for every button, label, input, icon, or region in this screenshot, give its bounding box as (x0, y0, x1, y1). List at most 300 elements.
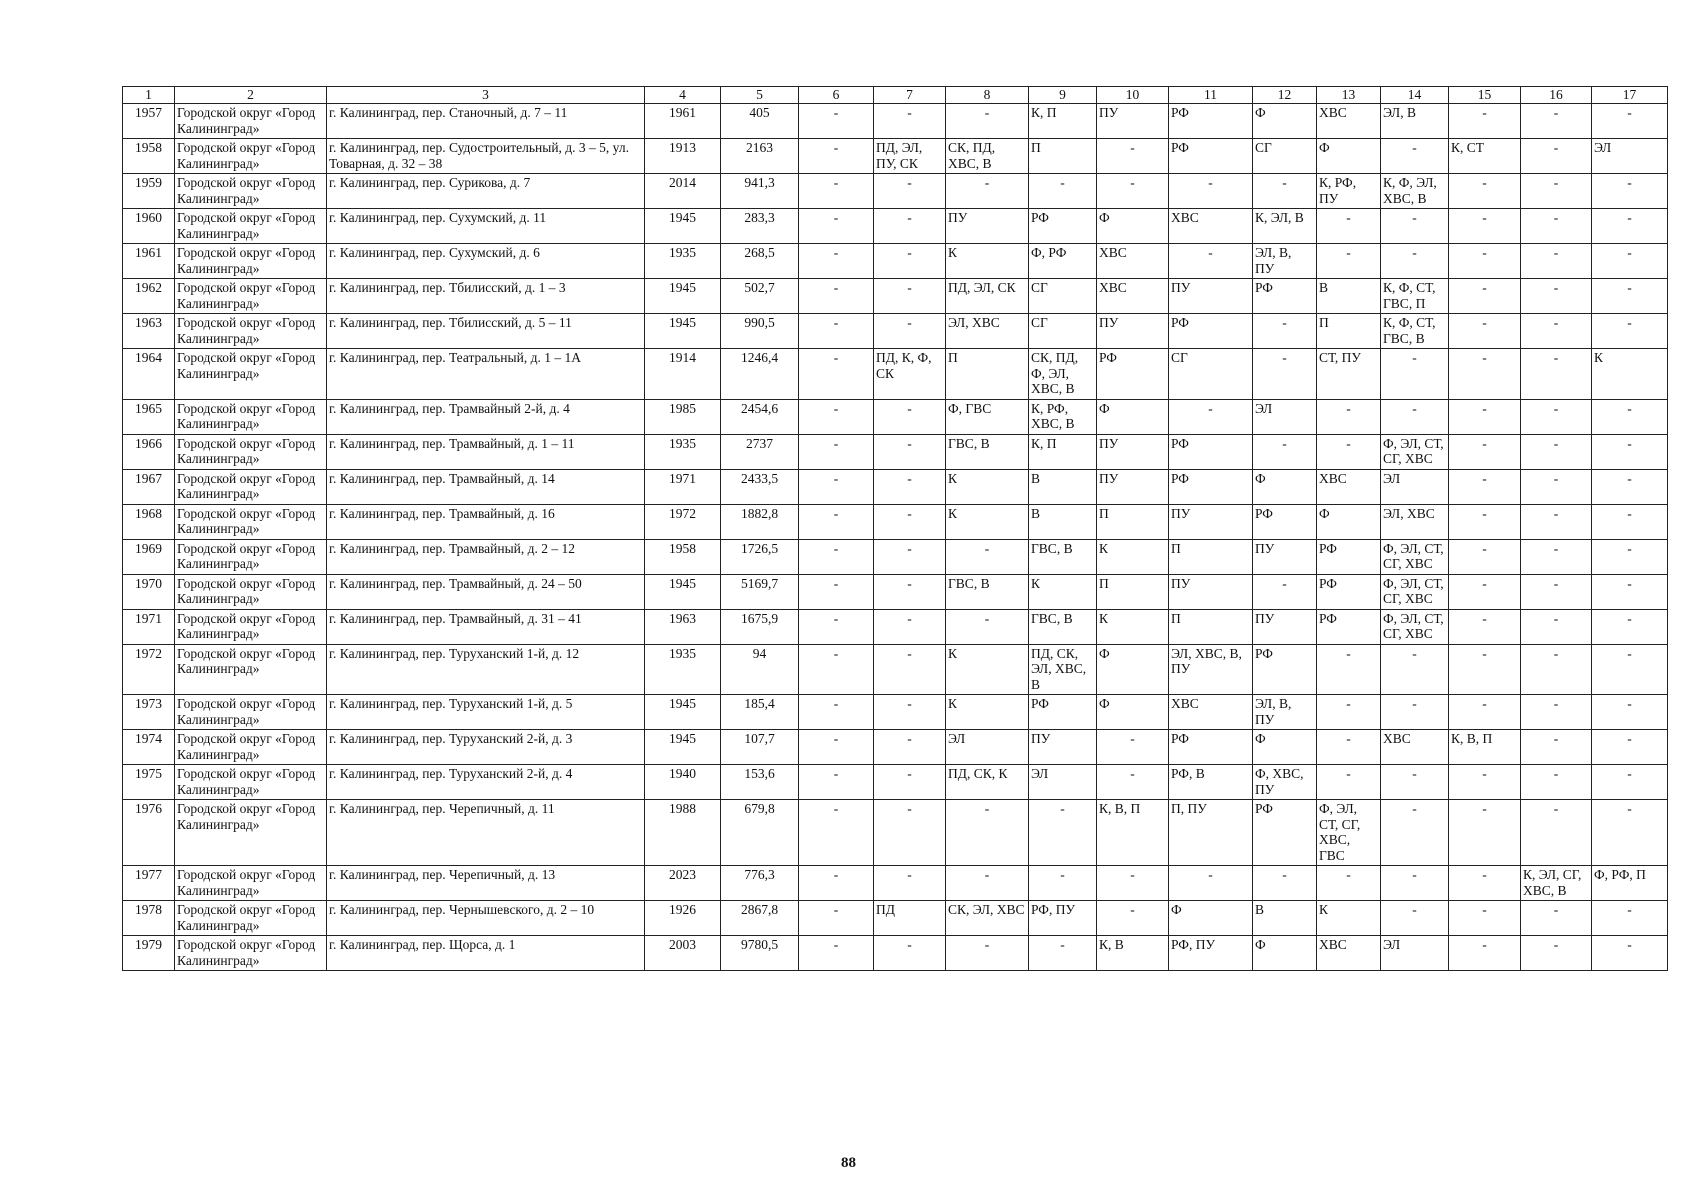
table-cell: - (1317, 434, 1381, 469)
table-cell: К (1317, 901, 1381, 936)
table-cell: - (1449, 866, 1521, 901)
table-cell: - (1317, 209, 1381, 244)
table-cell: - (1097, 174, 1169, 209)
table-cell: - (946, 539, 1029, 574)
table-cell: ЭЛ (1029, 765, 1097, 800)
table-cell: - (1592, 574, 1668, 609)
table-cell: ПУ (1253, 539, 1317, 574)
table-cell: - (1317, 765, 1381, 800)
table-cell: - (1592, 936, 1668, 971)
table-cell: РФ (1253, 279, 1317, 314)
table-row (123, 574, 1668, 609)
table-cell: - (1449, 399, 1521, 434)
table-cell: - (1521, 139, 1592, 174)
table-cell: ЭЛ (1381, 469, 1449, 504)
table-cell: - (874, 574, 946, 609)
municipality-cell: Городской округ «Город Калининград» (175, 469, 327, 504)
table-cell: - (1592, 609, 1668, 644)
table-row (123, 936, 1668, 971)
table-cell: - (799, 539, 874, 574)
table-cell: СГ (1169, 349, 1253, 400)
table-cell: - (1449, 800, 1521, 866)
table-cell: - (874, 209, 946, 244)
table-cell: РФ, В (1169, 765, 1253, 800)
table-cell: - (1449, 349, 1521, 400)
row-number-cell: 1975 (123, 765, 175, 800)
address-cell: г. Калининград, пер. Туруханский 1-й, д. 5 (327, 695, 645, 730)
table-cell: - (1097, 866, 1169, 901)
table-cell: РФ (1317, 574, 1381, 609)
table-cell: В (1029, 504, 1097, 539)
register-table (122, 86, 1668, 971)
table-cell: ГВС, В (1029, 609, 1097, 644)
table-cell: - (1449, 469, 1521, 504)
table-cell: К (1097, 609, 1169, 644)
row-number-cell: 1967 (123, 469, 175, 504)
table-cell: - (799, 695, 874, 730)
address-cell: г. Калининград, пер. Сухумский, д. 6 (327, 244, 645, 279)
address-cell: г. Калининград, пер. Щорса, д. 1 (327, 936, 645, 971)
table-cell: ЭЛ (1381, 936, 1449, 971)
table-row (123, 866, 1668, 901)
table-cell: - (1521, 539, 1592, 574)
table-cell: - (946, 800, 1029, 866)
table-cell: ЭЛ, В, ПУ (1253, 695, 1317, 730)
table-row (123, 765, 1668, 800)
table-cell: - (799, 901, 874, 936)
table-cell: РФ (1317, 609, 1381, 644)
table-cell: 1926 (645, 901, 721, 936)
table-cell: СГ (1029, 279, 1097, 314)
table-row (123, 244, 1668, 279)
table-cell: - (1381, 901, 1449, 936)
table-cell: К (946, 504, 1029, 539)
table-cell: - (1097, 730, 1169, 765)
table-cell: РФ (1169, 434, 1253, 469)
table-cell: - (874, 765, 946, 800)
table-cell: К, ЭЛ, СГ, ХВС, В (1521, 866, 1592, 901)
address-cell: г. Калининград, пер. Туруханский 2-й, д. 4 (327, 765, 645, 800)
table-cell: - (1521, 174, 1592, 209)
table-cell: ПУ (1029, 730, 1097, 765)
table-cell: - (1521, 901, 1592, 936)
table-cell: К (1029, 574, 1097, 609)
table-cell: - (1592, 174, 1668, 209)
row-number-cell: 1974 (123, 730, 175, 765)
table-cell: - (799, 866, 874, 901)
table-cell: - (799, 349, 874, 400)
table-cell: К, ЭЛ, В (1253, 209, 1317, 244)
table-cell: - (946, 174, 1029, 209)
table-cell: СТ, ПУ (1317, 349, 1381, 400)
table-cell: ЭЛ, ХВС (946, 314, 1029, 349)
row-number-cell: 1976 (123, 800, 175, 866)
column-header-3: 3 (327, 87, 645, 104)
table-cell: - (1521, 644, 1592, 695)
table-cell: - (1097, 139, 1169, 174)
row-number-cell: 1970 (123, 574, 175, 609)
table-cell: РФ (1253, 644, 1317, 695)
table-cell: 2454,6 (721, 399, 799, 434)
table-row (123, 314, 1668, 349)
table-cell: - (1592, 800, 1668, 866)
table-cell: - (1521, 574, 1592, 609)
row-number-cell: 1965 (123, 399, 175, 434)
table-cell: - (1169, 174, 1253, 209)
table-cell: - (799, 574, 874, 609)
table-cell: П (1097, 504, 1169, 539)
row-number-cell: 1973 (123, 695, 175, 730)
table-cell: - (1381, 866, 1449, 901)
table-cell: - (1592, 504, 1668, 539)
table-cell: - (1449, 574, 1521, 609)
table-cell: 2433,5 (721, 469, 799, 504)
table-cell: - (1521, 936, 1592, 971)
table-cell: ПУ (1097, 104, 1169, 139)
table-cell: СГ (1029, 314, 1097, 349)
table-cell: ПУ (946, 209, 1029, 244)
table-cell: - (1029, 936, 1097, 971)
table-row (123, 469, 1668, 504)
table-cell: СГ (1253, 139, 1317, 174)
table-cell: - (1317, 244, 1381, 279)
table-cell: П, ПУ (1169, 800, 1253, 866)
table-cell: - (1521, 765, 1592, 800)
table-cell: - (1592, 434, 1668, 469)
table-cell: - (1449, 314, 1521, 349)
table-cell: ПУ (1169, 574, 1253, 609)
table-cell: - (1592, 399, 1668, 434)
table-cell: - (1592, 901, 1668, 936)
table-cell: - (874, 174, 946, 209)
table-cell: - (1521, 349, 1592, 400)
column-header-5: 5 (721, 87, 799, 104)
table-cell: К, В (1097, 936, 1169, 971)
table-cell: РФ, ПУ (1169, 936, 1253, 971)
table-cell: К (946, 244, 1029, 279)
table-cell: - (799, 104, 874, 139)
table-cell: П (1029, 139, 1097, 174)
table-row (123, 901, 1668, 936)
table-cell: - (799, 609, 874, 644)
table-cell: 1945 (645, 730, 721, 765)
row-number-cell: 1969 (123, 539, 175, 574)
table-cell: - (1381, 209, 1449, 244)
table-cell: 1935 (645, 434, 721, 469)
table-cell: - (874, 469, 946, 504)
municipality-cell: Городской округ «Город Калининград» (175, 314, 327, 349)
table-cell: К, Ф, СТ, ГВС, В (1381, 314, 1449, 349)
table-cell: ГВС, В (946, 434, 1029, 469)
table-cell: 2163 (721, 139, 799, 174)
table-cell: РФ (1029, 209, 1097, 244)
table-cell: - (1449, 539, 1521, 574)
table-cell: - (1521, 244, 1592, 279)
table-cell: - (1317, 730, 1381, 765)
table-cell: - (1521, 504, 1592, 539)
table-cell: - (874, 314, 946, 349)
table-cell: - (1521, 800, 1592, 866)
municipality-cell: Городской округ «Город Калининград» (175, 434, 327, 469)
table-cell: - (1592, 765, 1668, 800)
table-cell: - (1097, 901, 1169, 936)
municipality-cell: Городской округ «Город Калининград» (175, 349, 327, 400)
table-cell: - (1317, 644, 1381, 695)
table-cell: Ф, ЭЛ, СТ, СГ, ХВС (1381, 574, 1449, 609)
table-cell: - (874, 695, 946, 730)
table-cell: Ф, ГВС (946, 399, 1029, 434)
municipality-cell: Городской округ «Город Калининград» (175, 800, 327, 866)
row-number-cell: 1968 (123, 504, 175, 539)
table-cell: - (1449, 609, 1521, 644)
municipality-cell: Городской округ «Город Калининград» (175, 399, 327, 434)
table-cell: 2014 (645, 174, 721, 209)
table-cell: - (1029, 800, 1097, 866)
row-number-cell: 1966 (123, 434, 175, 469)
table-cell: - (799, 244, 874, 279)
table-cell: - (799, 174, 874, 209)
column-header-1: 1 (123, 87, 175, 104)
table-cell: ГВС, В (1029, 539, 1097, 574)
column-header-8: 8 (946, 87, 1029, 104)
table-cell: Ф (1097, 399, 1169, 434)
table-cell: Ф, ЭЛ, СТ, СГ, ХВС, ГВС (1317, 800, 1381, 866)
table-cell: Ф (1253, 104, 1317, 139)
table-row (123, 279, 1668, 314)
table-cell: - (1253, 434, 1317, 469)
table-cell: - (799, 800, 874, 866)
table-cell: К (946, 469, 1029, 504)
row-number-cell: 1957 (123, 104, 175, 139)
table-cell: - (874, 644, 946, 695)
table-cell: 1945 (645, 695, 721, 730)
table-cell: ХВС (1381, 730, 1449, 765)
table-cell: - (1592, 695, 1668, 730)
table-cell: ПУ (1169, 504, 1253, 539)
table-cell: - (874, 936, 946, 971)
table-cell: В (1317, 279, 1381, 314)
address-cell: г. Калининград, пер. Черепичный, д. 13 (327, 866, 645, 901)
table-cell: ПД, СК, ЭЛ, ХВС, В (1029, 644, 1097, 695)
table-cell: 9780,5 (721, 936, 799, 971)
table-cell: РФ (1169, 314, 1253, 349)
table-row (123, 539, 1668, 574)
municipality-cell: Городской округ «Город Калининград» (175, 539, 327, 574)
table-cell: К, Ф, ЭЛ, ХВС, В (1381, 174, 1449, 209)
table-cell: Ф (1253, 469, 1317, 504)
table-cell: 679,8 (721, 800, 799, 866)
row-number-cell: 1978 (123, 901, 175, 936)
table-cell: - (874, 730, 946, 765)
table-cell: Ф (1097, 209, 1169, 244)
table-cell: - (1592, 244, 1668, 279)
table-cell: Ф, РФ (1029, 244, 1097, 279)
address-cell: г. Калининград, пер. Туруханский 1-й, д. 12 (327, 644, 645, 695)
table-cell: - (874, 434, 946, 469)
table-cell: ГВС, В (946, 574, 1029, 609)
table-cell: - (1449, 244, 1521, 279)
table-cell: - (946, 866, 1029, 901)
municipality-cell: Городской округ «Город Калининград» (175, 574, 327, 609)
table-cell: - (1449, 901, 1521, 936)
table-cell: - (1521, 469, 1592, 504)
table-cell: 2003 (645, 936, 721, 971)
table-cell: - (1097, 765, 1169, 800)
table-cell: ЭЛ (1253, 399, 1317, 434)
table-cell: - (874, 399, 946, 434)
table-cell: 2867,8 (721, 901, 799, 936)
table-cell: Ф, ЭЛ, СТ, СГ, ХВС (1381, 539, 1449, 574)
table-cell: ХВС (1317, 936, 1381, 971)
column-header-16: 16 (1521, 87, 1592, 104)
table-cell: - (874, 800, 946, 866)
table-row (123, 504, 1668, 539)
table-cell: РФ, ПУ (1029, 901, 1097, 936)
municipality-cell: Городской округ «Город Калининград» (175, 765, 327, 800)
table-cell: - (1521, 314, 1592, 349)
column-header-11: 11 (1169, 87, 1253, 104)
table-cell: К, РФ, ПУ (1317, 174, 1381, 209)
page-number: 88 (841, 1155, 856, 1171)
table-cell: - (1449, 644, 1521, 695)
table-cell: 5169,7 (721, 574, 799, 609)
address-cell: г. Калининград, пер. Туруханский 2-й, д. 3 (327, 730, 645, 765)
table-cell: - (799, 504, 874, 539)
table-cell: - (1169, 244, 1253, 279)
table-cell: РФ (1253, 800, 1317, 866)
table-cell: К, РФ, ХВС, В (1029, 399, 1097, 434)
table-cell: - (1169, 866, 1253, 901)
table-cell: ЭЛ (946, 730, 1029, 765)
table-cell: - (874, 504, 946, 539)
column-header-15: 15 (1449, 87, 1521, 104)
row-number-cell: 1963 (123, 314, 175, 349)
table-cell: Ф (1253, 730, 1317, 765)
table-cell: 1914 (645, 349, 721, 400)
table-cell: - (799, 139, 874, 174)
table-cell: - (1253, 866, 1317, 901)
table-cell: ЭЛ, В (1381, 104, 1449, 139)
table-cell: Ф (1097, 644, 1169, 695)
table-cell: - (1449, 209, 1521, 244)
municipality-cell: Городской округ «Город Калининград» (175, 504, 327, 539)
table-cell: 1935 (645, 644, 721, 695)
table-cell: ХВС (1317, 469, 1381, 504)
table-cell: - (1449, 695, 1521, 730)
table-cell: 283,3 (721, 209, 799, 244)
table-cell: 1972 (645, 504, 721, 539)
table-cell: К, Ф, СТ, ГВС, П (1381, 279, 1449, 314)
table-cell: ХВС (1169, 209, 1253, 244)
table-cell: 2023 (645, 866, 721, 901)
table-cell: 153,6 (721, 765, 799, 800)
table-cell: - (946, 104, 1029, 139)
table-cell: - (1029, 866, 1097, 901)
table-cell: - (1592, 469, 1668, 504)
table-cell: Ф, ХВС, ПУ (1253, 765, 1317, 800)
address-cell: г. Калининград, пер. Черепичный, д. 11 (327, 800, 645, 866)
table-cell: - (1521, 434, 1592, 469)
table-cell: - (1592, 104, 1668, 139)
column-header-17: 17 (1592, 87, 1668, 104)
table-cell: 941,3 (721, 174, 799, 209)
table-cell: - (1521, 279, 1592, 314)
table-cell: - (1592, 730, 1668, 765)
row-number-cell: 1977 (123, 866, 175, 901)
table-cell: - (946, 609, 1029, 644)
table-cell: ПД (874, 901, 946, 936)
table-cell: 776,3 (721, 866, 799, 901)
address-cell: г. Калининград, пер. Трамвайный 2-й, д. 4 (327, 399, 645, 434)
table-header-row (123, 87, 1668, 104)
table-cell: 2737 (721, 434, 799, 469)
address-cell: г. Калининград, пер. Тбилисский, д. 5 – 11 (327, 314, 645, 349)
table-cell: - (1592, 539, 1668, 574)
column-header-2: 2 (175, 87, 327, 104)
table-cell: - (1169, 399, 1253, 434)
table-cell: К, П (1029, 104, 1097, 139)
table-cell: 1935 (645, 244, 721, 279)
table-cell: - (1592, 644, 1668, 695)
table-row (123, 399, 1668, 434)
table-cell: ЭЛ (1592, 139, 1668, 174)
table-cell: К (1097, 539, 1169, 574)
table-cell: ПД, СК, К (946, 765, 1029, 800)
table-cell: Ф (1097, 695, 1169, 730)
table-cell: - (874, 104, 946, 139)
municipality-cell: Городской округ «Город Калининград» (175, 866, 327, 901)
table-cell: - (1449, 174, 1521, 209)
table-cell: 1963 (645, 609, 721, 644)
column-header-6: 6 (799, 87, 874, 104)
municipality-cell: Городской округ «Город Калининград» (175, 609, 327, 644)
table-cell: 1913 (645, 139, 721, 174)
table-cell: РФ (1169, 139, 1253, 174)
table-cell: - (799, 399, 874, 434)
address-cell: г. Калининград, пер. Сухумский, д. 11 (327, 209, 645, 244)
table-cell: К (946, 695, 1029, 730)
municipality-cell: Городской округ «Город Калининград» (175, 104, 327, 139)
table-cell: 502,7 (721, 279, 799, 314)
column-header-7: 7 (874, 87, 946, 104)
municipality-cell: Городской округ «Город Калининград» (175, 279, 327, 314)
table-cell: - (1521, 209, 1592, 244)
table-cell: - (1029, 174, 1097, 209)
address-cell: г. Калининград, пер. Чернышевского, д. 2 – 10 (327, 901, 645, 936)
table-cell: 1945 (645, 574, 721, 609)
address-cell: г. Калининград, пер. Трамвайный, д. 24 – 50 (327, 574, 645, 609)
table-cell: Ф (1169, 901, 1253, 936)
table-cell: К, В, П (1449, 730, 1521, 765)
table-cell: В (1253, 901, 1317, 936)
table-cell: ПУ (1097, 469, 1169, 504)
table-cell: - (1381, 644, 1449, 695)
table-cell: 1961 (645, 104, 721, 139)
address-cell: г. Калининград, пер. Сурикова, д. 7 (327, 174, 645, 209)
table-cell: СК, ПД, Ф, ЭЛ, ХВС, В (1029, 349, 1097, 400)
table-cell: - (874, 244, 946, 279)
table-cell: - (1449, 279, 1521, 314)
table-cell: РФ (1029, 695, 1097, 730)
table-cell: - (1449, 936, 1521, 971)
table-cell: - (1381, 244, 1449, 279)
table-cell: 1945 (645, 209, 721, 244)
table-row (123, 174, 1668, 209)
table-cell: 1726,5 (721, 539, 799, 574)
row-number-cell: 1979 (123, 936, 175, 971)
table-cell: ПД, ЭЛ, ПУ, СК (874, 139, 946, 174)
table-cell: - (799, 314, 874, 349)
